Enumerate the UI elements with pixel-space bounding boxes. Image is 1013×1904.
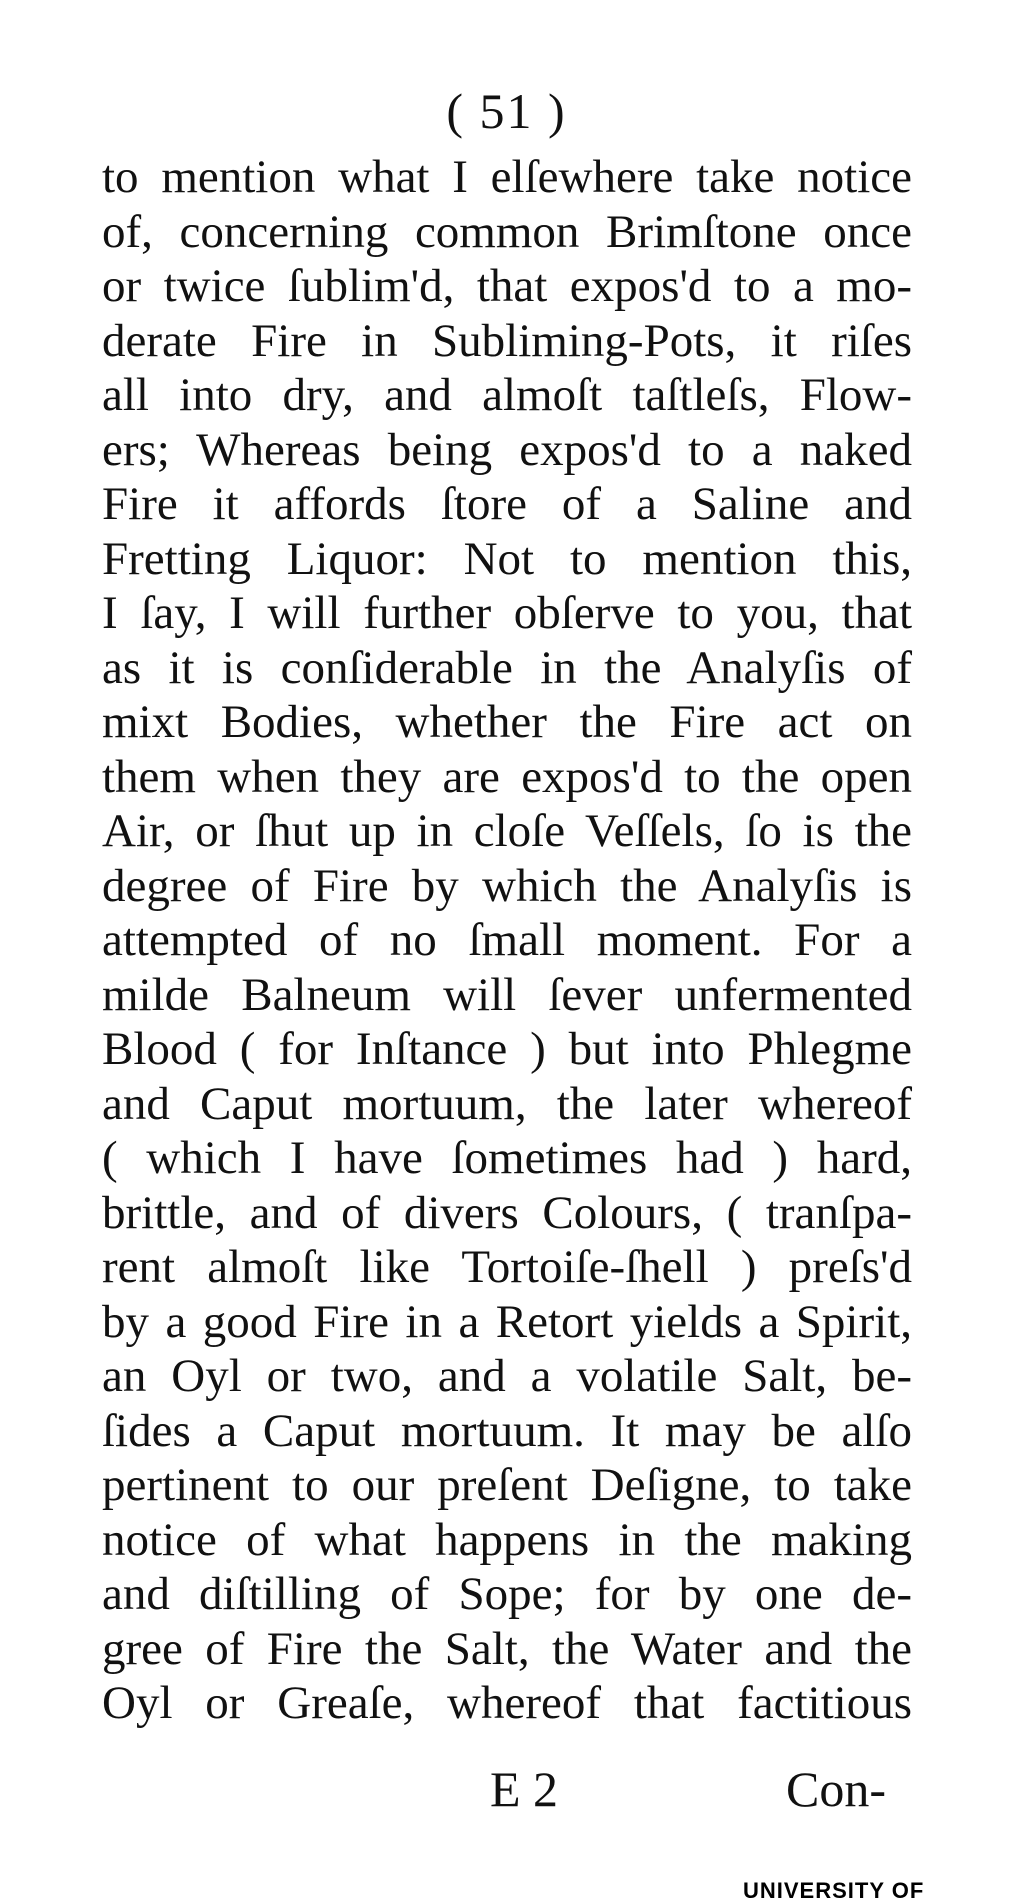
text-line: Air, or ſhut up in cloſe Veſſels, ſo is the <box>102 805 912 857</box>
text-line: an Oyl or two, and a volatile Salt, be- <box>102 1350 912 1402</box>
text-line: or twice ſublim'd, that expos'd to a mo- <box>102 260 912 312</box>
text-line: brittle, and of divers Colours, ( tranſpa- <box>102 1186 912 1239</box>
catchword: Con- <box>786 1761 886 1817</box>
text-line: I ſay, I will further obſerve to you, that <box>102 587 912 639</box>
page-number: ( 51 ) <box>446 83 567 139</box>
text-line: as it is conſiderable in the Analyſis of <box>102 641 912 694</box>
text-line: notice of what happens in the making <box>102 1513 912 1566</box>
text-line: ers; Whereas being expos'd to a naked <box>102 423 912 476</box>
text-line: to mention what I elſewhere take notice <box>102 151 912 203</box>
text-line: derate Fire in Subliming-Pots, it riſes <box>102 314 912 367</box>
text-line: ſides a Caput mortuum. It may be alſo <box>102 1404 912 1457</box>
text-line: by a good Fire in a Retort yields a Spirit, <box>102 1295 912 1348</box>
body-text <box>102 150 912 1731</box>
text-line: Oyl or Greaſe, whereof that factitious <box>102 1677 912 1729</box>
text-line: Blood ( for Inſtance ) but into Phlegme <box>102 1023 912 1075</box>
text-line: mixt Bodies, whether the Fire act on <box>102 696 912 748</box>
text-line: gree of Fire the Salt, the Water and the <box>102 1622 912 1675</box>
text-line: degree of Fire by which the Analyſis is <box>102 859 912 912</box>
text-line: milde Balneum will ſever unfermented <box>102 968 912 1021</box>
text-line: and Caput mortuum, the later whereof <box>102 1077 912 1130</box>
text-line: pertinent to our preſent Deſigne, to take <box>102 1459 912 1511</box>
text-line: rent almoſt like Tortoiſe-ſhell ) preſs'd <box>102 1241 912 1293</box>
text-line: and diſtilling of Sope; for by one de- <box>102 1568 912 1620</box>
signature-mark: E 2 <box>490 1761 559 1817</box>
library-stamp: UNIVERSITY OF <box>743 1878 925 1903</box>
text-line: Fire it affords ſtore of a Saline and <box>102 478 912 530</box>
text-line: ( which I have ſometimes had ) hard, <box>102 1132 912 1184</box>
text-line: all into dry, and almoſt taſtleſs, Flow- <box>102 369 912 421</box>
text-line: attempted of no ſmall moment. For a <box>102 914 912 966</box>
text-line: Fretting Liquor: Not to mention this, <box>102 532 912 585</box>
text-line: of, concerning common Brimſtone once <box>102 205 912 258</box>
text-line: them when they are expos'd to the open <box>102 750 912 803</box>
